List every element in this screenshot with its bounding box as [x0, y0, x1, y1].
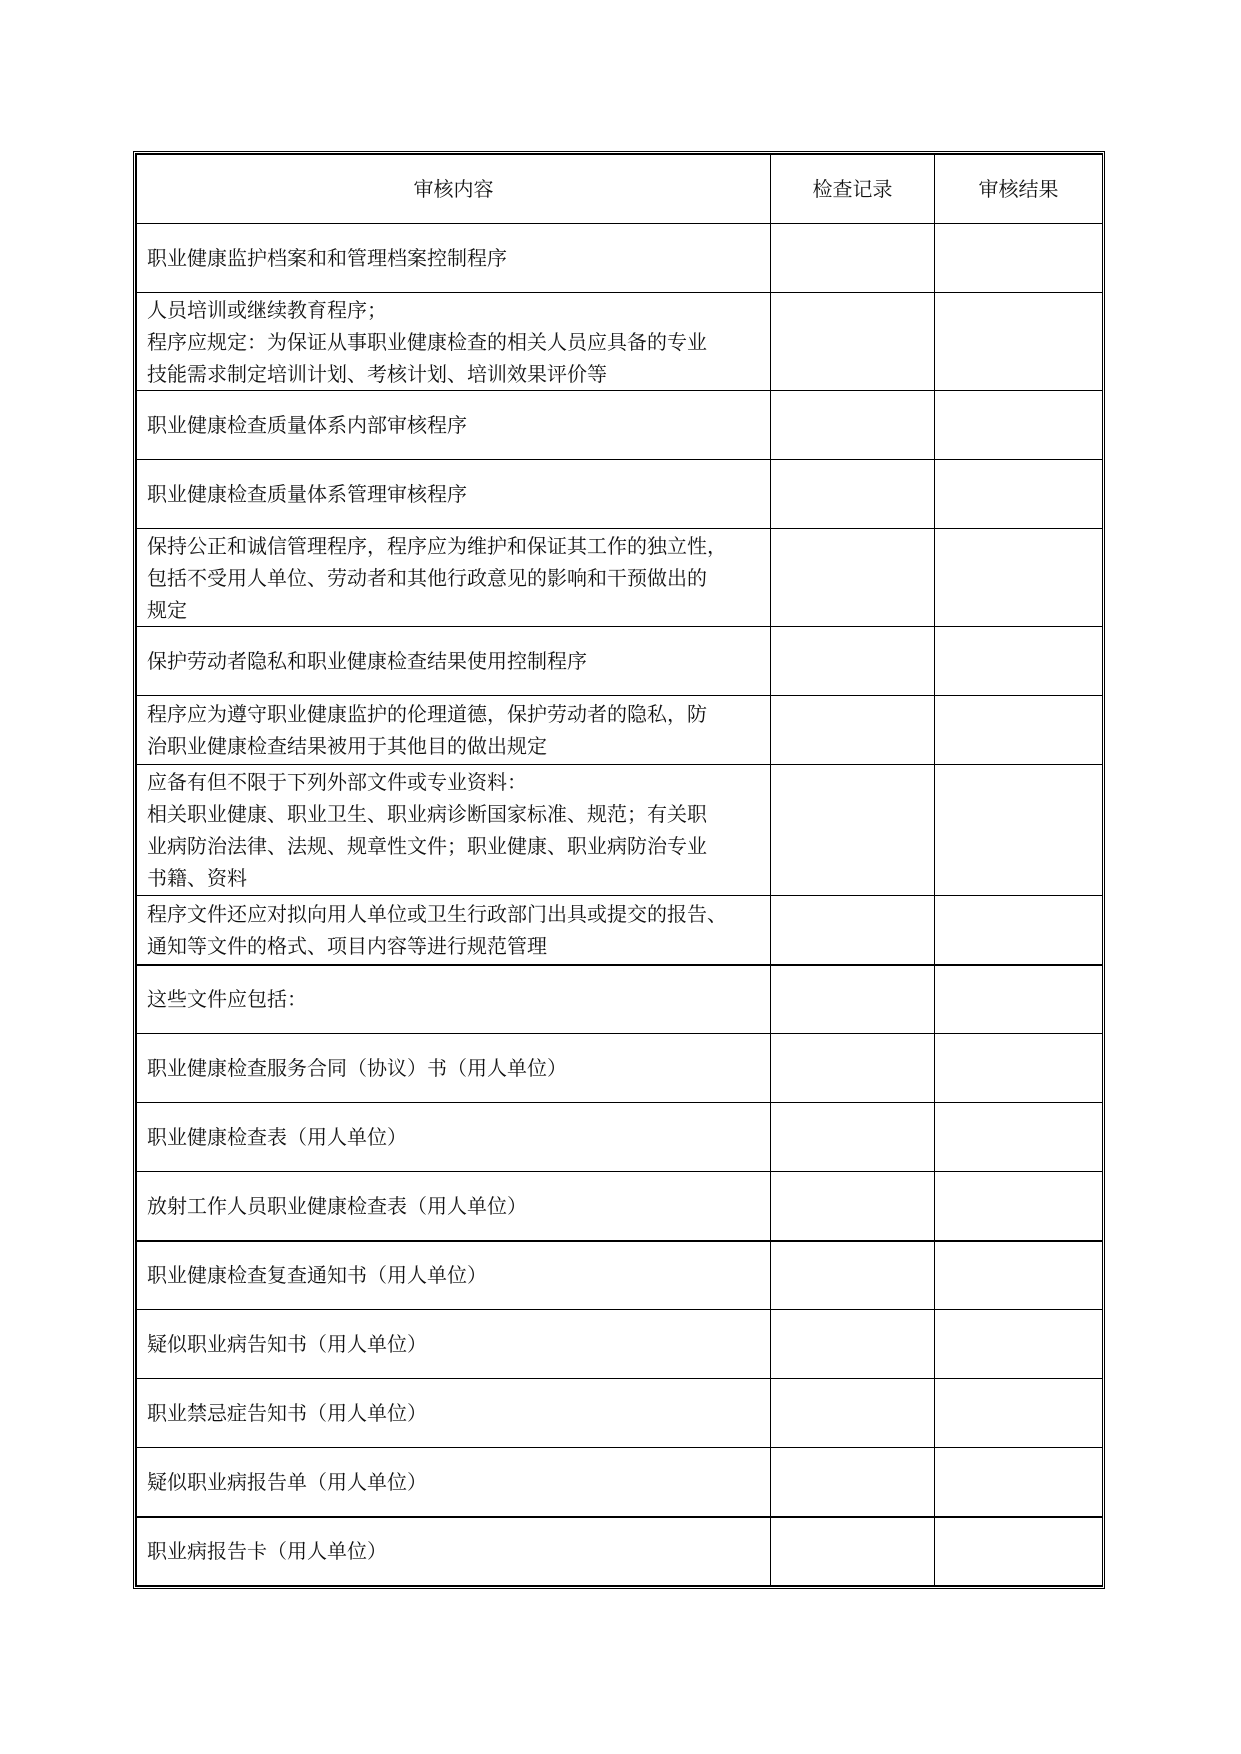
check-record-cell[interactable]: [771, 627, 935, 696]
audit-result-cell[interactable]: [935, 391, 1103, 460]
content-line: 技能需求制定培训计划、考核计划、培训效果评价等: [147, 361, 607, 386]
table-row: [137, 765, 1103, 896]
audit-content-cell: [137, 1379, 771, 1448]
audit-content-cell: [137, 391, 771, 460]
audit-table: [136, 154, 1103, 1586]
content-line: 程序应规定：为保证从事职业健康检查的相关人员应具备的专业: [147, 329, 707, 354]
header-audit-result: 审核结果: [935, 155, 1103, 224]
audit-result-cell[interactable]: [935, 965, 1103, 1034]
audit-result-cell[interactable]: [935, 224, 1103, 293]
content-line: 职业禁忌症告知书（用人单位）: [147, 1401, 427, 1425]
check-record-cell[interactable]: [771, 1034, 935, 1103]
check-record-cell[interactable]: [771, 1517, 935, 1586]
table-row: [137, 1310, 1103, 1379]
audit-result-cell[interactable]: [935, 765, 1103, 896]
content-line: 业病防治法律、法规、规章性文件；职业健康、职业病防治专业: [147, 834, 707, 858]
audit-result-cell[interactable]: [935, 529, 1103, 627]
audit-table-frame: [133, 151, 1105, 1589]
check-record-cell[interactable]: [771, 460, 935, 529]
content-line: 职业健康检查表（用人单位）: [147, 1125, 407, 1149]
content-line: 职业健康检查复查通知书（用人单位）: [147, 1263, 487, 1288]
audit-result-cell[interactable]: [935, 293, 1103, 391]
check-record-cell[interactable]: [771, 529, 935, 627]
header-audit-content: 审核内容: [137, 155, 771, 224]
audit-content-cell: [137, 1103, 771, 1172]
content-line: 书籍、资料: [147, 866, 247, 890]
table-row: [137, 529, 1103, 627]
header-check-record: 检查记录: [771, 155, 935, 224]
content-line: 应备有但不限于下列外部文件或专业资料：: [147, 770, 527, 794]
content-line: 保持公正和诚信管理程序，程序应为维护和保证其工作的独立性，: [147, 533, 727, 558]
audit-result-cell[interactable]: [935, 1448, 1103, 1517]
audit-result-cell[interactable]: [935, 1379, 1103, 1448]
check-record-cell[interactable]: [771, 293, 935, 391]
audit-content-cell: [137, 1172, 771, 1241]
content-line: 保护劳动者隐私和职业健康检查结果使用控制程序: [147, 649, 587, 673]
audit-content-cell: [137, 1517, 771, 1586]
audit-result-cell[interactable]: [935, 696, 1103, 765]
table-row: [137, 293, 1103, 391]
audit-result-cell[interactable]: [935, 1172, 1103, 1241]
content-line: 疑似职业病告知书（用人单位）: [147, 1332, 427, 1356]
check-record-cell[interactable]: [771, 1448, 935, 1517]
check-record-cell[interactable]: [771, 224, 935, 293]
audit-content-cell: [137, 224, 771, 293]
table-row: [137, 1448, 1103, 1517]
check-record-cell[interactable]: [771, 391, 935, 460]
audit-content-cell: [137, 1448, 771, 1517]
table-row: [137, 391, 1103, 460]
check-record-cell[interactable]: [771, 1103, 935, 1172]
audit-content-cell: [137, 965, 771, 1034]
content-line: 职业病报告卡（用人单位）: [147, 1539, 387, 1564]
content-line: 相关职业健康、职业卫生、职业病诊断国家标准、规范；有关职: [147, 802, 707, 826]
content-line: 包括不受用人单位、劳动者和其他行政意见的影响和干预做出的: [147, 565, 707, 590]
table-row: [137, 224, 1103, 293]
audit-result-cell[interactable]: [935, 460, 1103, 529]
audit-result-cell[interactable]: [935, 896, 1103, 965]
table-row: [137, 627, 1103, 696]
content-line: 职业健康检查质量体系内部审核程序: [147, 413, 467, 437]
check-record-cell[interactable]: [771, 696, 935, 765]
audit-content-cell: [137, 529, 771, 627]
table-row: [137, 1517, 1103, 1586]
table-row: [137, 965, 1103, 1034]
audit-content-cell: [137, 627, 771, 696]
content-line: 职业健康检查服务合同（协议）书（用人单位）: [147, 1056, 567, 1080]
check-record-cell[interactable]: [771, 1379, 935, 1448]
table-row: [137, 896, 1103, 965]
audit-result-cell[interactable]: [935, 1103, 1103, 1172]
check-record-cell[interactable]: [771, 1241, 935, 1310]
audit-content-cell: [137, 293, 771, 391]
table-row: [137, 460, 1103, 529]
content-line: 人员培训或继续教育程序；: [147, 297, 387, 322]
table-row: [137, 1034, 1103, 1103]
check-record-cell[interactable]: [771, 965, 935, 1034]
check-record-cell[interactable]: [771, 896, 935, 965]
content-line: 程序应为遵守职业健康监护的伦理道德，保护劳动者的隐私，防: [147, 702, 707, 726]
audit-content-cell: [137, 896, 771, 965]
table-row: [137, 1241, 1103, 1310]
table-row: [137, 1379, 1103, 1448]
audit-result-cell[interactable]: [935, 1241, 1103, 1310]
check-record-cell[interactable]: [771, 765, 935, 896]
audit-content-cell: [137, 765, 771, 896]
audit-content-cell: [137, 696, 771, 765]
audit-result-cell[interactable]: [935, 1517, 1103, 1586]
audit-result-cell[interactable]: [935, 1310, 1103, 1379]
content-line: 职业健康监护档案和和管理档案控制程序: [147, 246, 507, 270]
table-row: [137, 1172, 1103, 1241]
audit-content-cell: [137, 1310, 771, 1379]
audit-result-cell[interactable]: [935, 627, 1103, 696]
table-header-row: [137, 155, 1103, 224]
content-line: 规定: [147, 597, 187, 622]
audit-content-cell: [137, 1034, 771, 1103]
table-row: [137, 696, 1103, 765]
content-line: 通知等文件的格式、项目内容等进行规范管理: [147, 933, 547, 958]
audit-result-cell[interactable]: [935, 1034, 1103, 1103]
content-line: 职业健康检查质量体系管理审核程序: [147, 482, 467, 506]
check-record-cell[interactable]: [771, 1172, 935, 1241]
content-line: 这些文件应包括：: [147, 987, 307, 1012]
audit-content-cell: [137, 460, 771, 529]
content-line: 治职业健康检查结果被用于其他目的做出规定: [147, 734, 547, 758]
audit-content-cell: [137, 1241, 771, 1310]
content-line: 放射工作人员职业健康检查表（用人单位）: [147, 1193, 527, 1218]
table-row: [137, 1103, 1103, 1172]
content-line: 疑似职业病报告单（用人单位）: [147, 1469, 427, 1494]
check-record-cell[interactable]: [771, 1310, 935, 1379]
content-line: 程序文件还应对拟向用人单位或卫生行政部门出具或提交的报告、: [147, 901, 727, 926]
